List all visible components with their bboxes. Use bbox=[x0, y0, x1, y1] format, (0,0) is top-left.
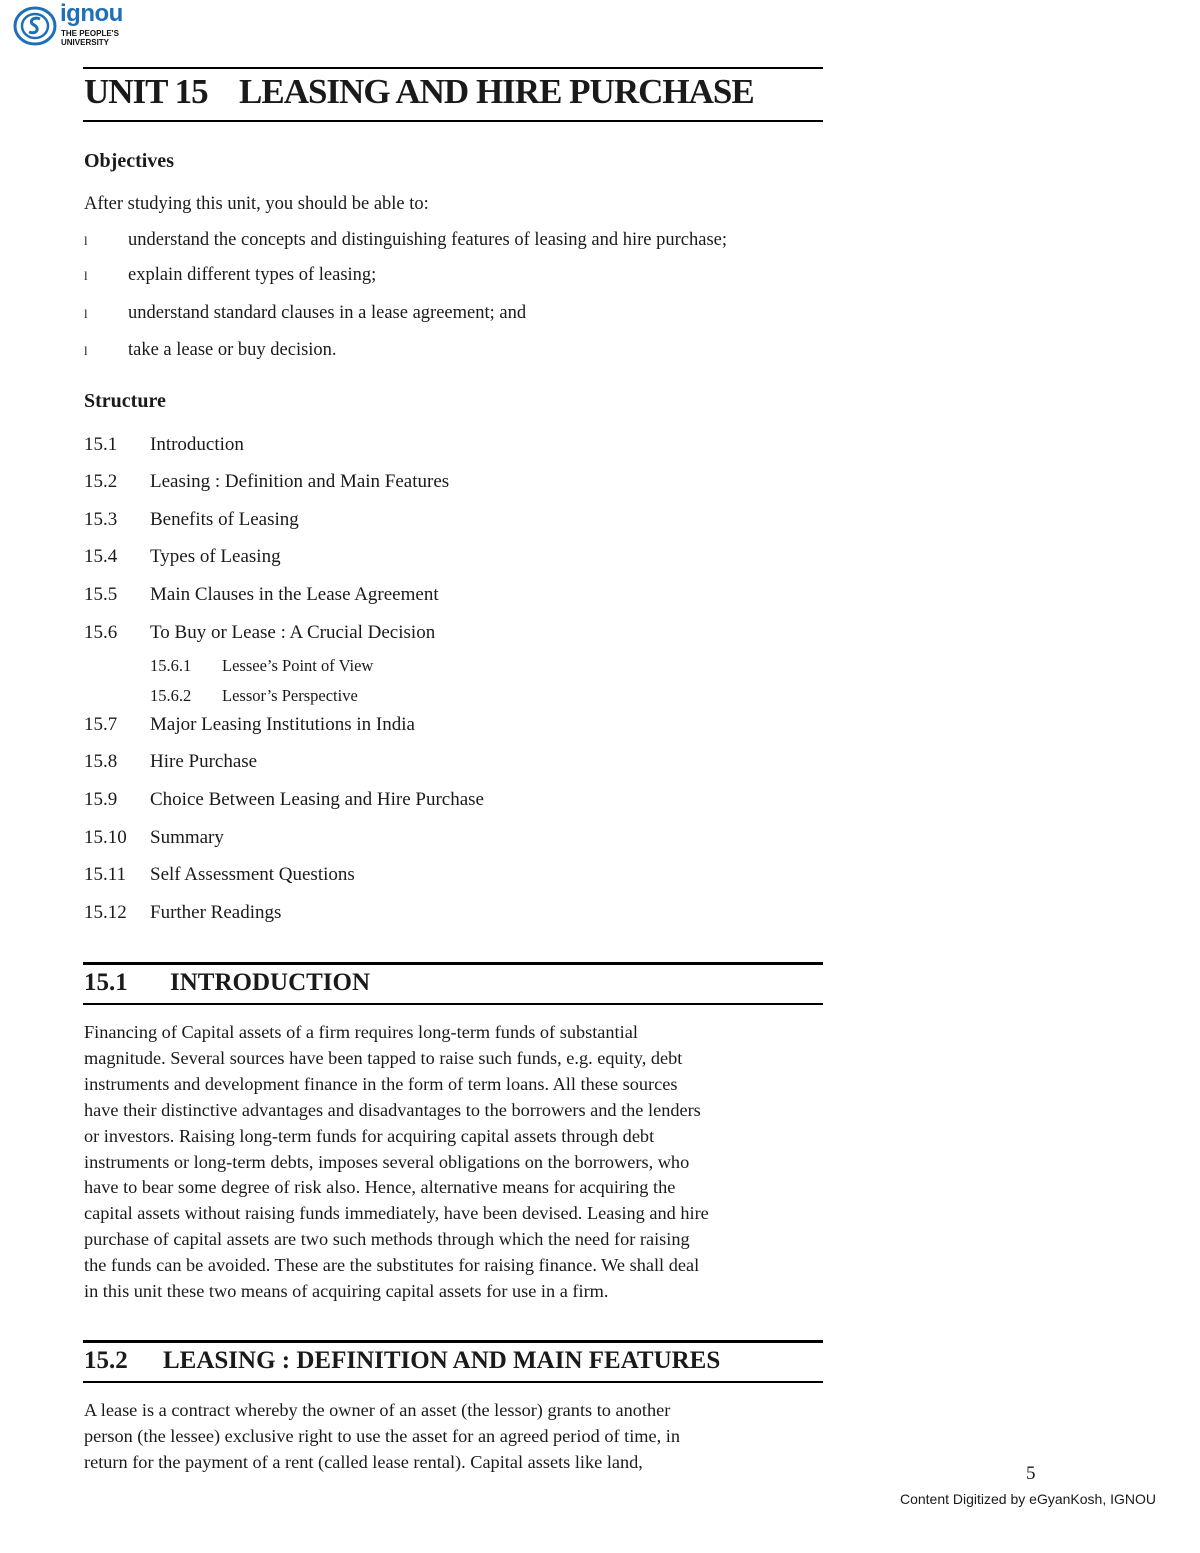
section-bottom-rule bbox=[83, 1381, 823, 1383]
objectives-heading: Objectives bbox=[84, 150, 174, 172]
section-heading-leasing: 15.2 LEASING : DEFINITION AND MAIN FEATURES bbox=[84, 1347, 721, 1374]
unit-title-text: LEASING AND HIRE PURCHASE bbox=[239, 72, 754, 111]
structure-heading: Structure bbox=[84, 390, 166, 412]
logo-tagline: THE PEOPLE'S UNIVERSITY bbox=[61, 29, 119, 47]
introduction-paragraph: Financing of Capital assets of a firm requires long-term funds of substantial magnitude. Several sources have been tapped to raise such funds, e.g. equity, debt instruments and development finance in the form of term loans. All these sources have their distinctive advantages and disadvantages to the borrowers and the lenders or investors. Raising long-term funds for acquiring capital assets through debt instruments or long-term debts, imposes several obligations on the borrowers, who have to bear some degree of risk also. Hence, alternative means for acquiring the capital assets without raising funds immediately, have been devised. Leasing and hire purchase of capital assets are two such methods through which the need for raising the funds can be avoided. These are the substitutes for raising finance. We shall deal in this unit these two means of acquiring capital assets for use in a firm. bbox=[84, 1022, 709, 1302]
title-top-rule bbox=[83, 67, 823, 69]
unit-number: UNIT 15 bbox=[84, 72, 208, 111]
bullet-icon: l bbox=[84, 343, 88, 358]
page-number: 5 bbox=[1026, 1463, 1036, 1484]
bullet-icon: l bbox=[84, 233, 88, 248]
objectives-intro: After studying this unit, you should be able to: bbox=[84, 194, 429, 214]
bullet-icon: l bbox=[84, 306, 88, 321]
bullet-icon: l bbox=[84, 268, 88, 283]
section-top-rule bbox=[83, 962, 823, 965]
unit-title bbox=[84, 72, 754, 112]
section-bottom-rule bbox=[83, 1003, 823, 1005]
footer-credit: Content Digitized by eGyanKosh, IGNOU bbox=[899, 1491, 1156, 1507]
section-heading-introduction: 15.1 INTRODUCTION bbox=[84, 969, 371, 996]
section-top-rule bbox=[83, 1340, 823, 1343]
ignou-logo bbox=[13, 0, 123, 48]
leasing-paragraph: A lease is a contract whereby the owner of an asset (the lessor) grants to another person (the lessee) exclusive right to use the asset for an agreed period of time, in return for the payment of a rent (called lease rental). Capital assets like land, bbox=[84, 1400, 680, 1472]
ignou-logo-icon bbox=[13, 6, 57, 46]
logo-wordmark: ignou bbox=[60, 0, 123, 27]
title-bottom-rule bbox=[83, 120, 823, 122]
